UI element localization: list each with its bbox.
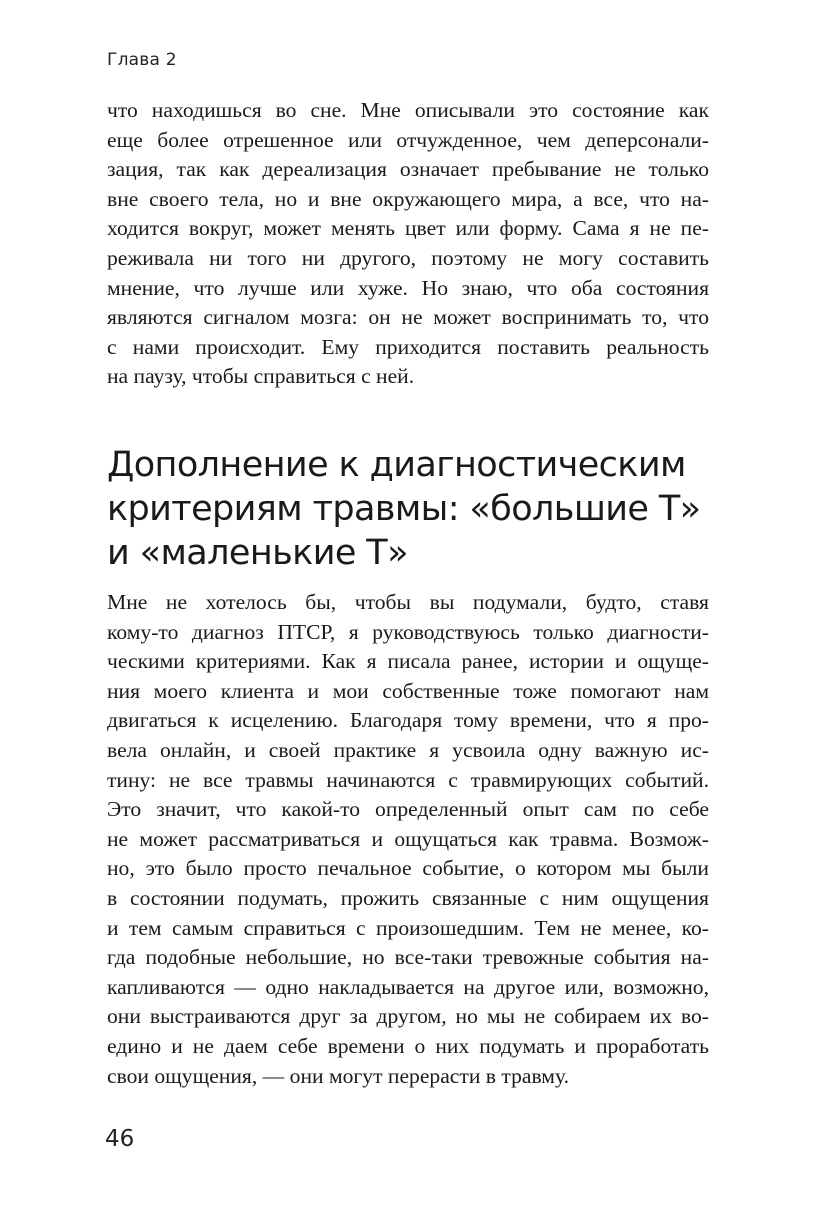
section-heading: [107, 443, 727, 575]
text-line: с нами происходит. Ему приходится поставить реальность: [107, 334, 709, 359]
text-line: в состоянии подумать, прожить связанные с ним ощущения: [107, 885, 709, 910]
body-paragraph-2: [107, 588, 709, 1091]
text-line: зация, так как дереализация означает пребывание не только: [107, 157, 709, 182]
text-line: и тем самым справиться с произошедшим. Тем не менее, ко-: [107, 915, 709, 940]
text-line: капливаются — одно накладывается на другое или, возможно,: [107, 974, 709, 999]
text-line: реживала ни того ни другого, поэтому не могу составить: [107, 245, 709, 270]
text-line: являются сигналом мозга: он не может воспринимать то, что: [107, 305, 709, 330]
text-line: мнение, что лучше или хуже. Но знаю, что оба состояния: [107, 275, 709, 300]
heading-line: критериям травмы: «большие Т»: [107, 489, 701, 529]
text-line: ния моего клиента и мои собственные тоже помогают нам: [107, 678, 709, 703]
text-line: ходится вокруг, может менять цвет или форму. Сама я не пе-: [107, 216, 709, 241]
heading-line: Дополнение к диагностическим: [107, 445, 686, 485]
text-line: кому-то диагноз ПТСР, я руководствуюсь только диагности-: [107, 619, 709, 644]
text-line: на паузу, чтобы справиться с ней.: [107, 364, 415, 389]
text-line: свои ощущения, — они могут перерасти в травму.: [107, 1063, 569, 1088]
page-number: 46: [105, 1126, 135, 1152]
text-line: но, это было просто печальное событие, о котором мы были: [107, 856, 709, 881]
text-line: ческими критериями. Как я писала ранее, истории и ощуще-: [107, 649, 709, 674]
text-line: двигаться к исцелению. Благодаря тому времени, что я про-: [107, 708, 709, 733]
body-paragraph-1: [107, 96, 709, 392]
text-line: не может рассматриваться и ощущаться как травма. Возмож-: [107, 826, 709, 851]
running-head: Глава 2: [107, 50, 177, 70]
text-line: едино и не даем себе времени о них подумать и проработать: [107, 1033, 709, 1058]
text-line: что находишься во сне. Мне описывали это состояние как: [107, 98, 709, 122]
text-line: Это значит, что какой-то определенный опыт сам по себе: [107, 797, 709, 822]
text-line: еще более отрешенное или отчужденное, чем деперсонали-: [107, 127, 709, 152]
text-line: они выстраиваются друг за другом, но мы не собираем их во-: [107, 1004, 709, 1029]
text-line: тину: не все травмы начинаются с травмирующих событий.: [107, 767, 709, 792]
text-line: гда подобные небольшие, но все-таки тревожные события на-: [107, 945, 709, 970]
text-line: вела онлайн, и своей практике я усвоила одну важную ис-: [107, 737, 709, 762]
text-line: Мне не хотелось бы, чтобы вы подумали, будто, ставя: [107, 590, 709, 614]
heading-line: и «маленькие Т»: [107, 533, 408, 573]
text-line: вне своего тела, но и вне окружающего мира, а все, что на-: [107, 186, 709, 211]
